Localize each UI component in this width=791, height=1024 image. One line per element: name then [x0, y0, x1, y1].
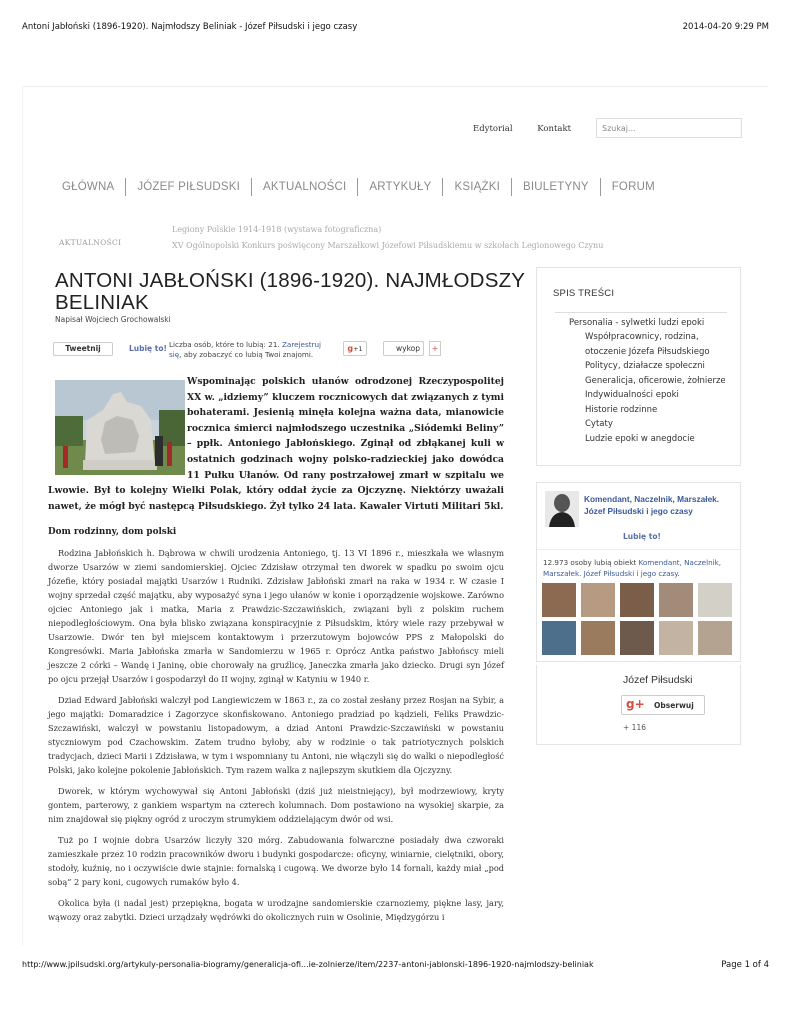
toc-item[interactable]: Politycy, działacze społeczni	[585, 361, 705, 371]
facebook-like-count	[169, 340, 329, 360]
like-count-text: Liczba osób, które to lubią: 21.	[169, 340, 280, 349]
top-links	[473, 124, 593, 134]
nav-jozef-pilsudski[interactable]: JÓZEF PIŁSUDSKI	[137, 181, 241, 193]
main-nav	[62, 178, 666, 196]
fan-avatar[interactable]	[620, 583, 654, 617]
toc-list	[585, 330, 730, 446]
fan-avatar[interactable]	[698, 621, 732, 655]
article-title: ANTONI JABŁOŃSKI (1896-1920). NAJMŁODSZY BELINIAK	[55, 269, 525, 314]
ticker-item[interactable]: XV Ogólnopolski Konkurs poświęcony Marszałkowi Józefowi Piłsudskiemu w szkołach Legionowego Czynu	[172, 241, 604, 250]
google-plus-button[interactable]	[343, 341, 367, 356]
nav-bulletins[interactable]: BIULETYNY	[522, 181, 589, 193]
facebook-like-button[interactable]: Lubię to!	[129, 344, 167, 353]
fan-avatar[interactable]	[581, 621, 615, 655]
toc-item[interactable]: Ludzie epoki w anegdocie	[585, 433, 695, 444]
divider	[537, 549, 740, 550]
article-paragraph: Tuż po I wojnie dobra Usarzów liczyły 320 mórg. Zabudowania folwarczne posiadały dwa czworaki zamieszkałe przez 10 rodzin pracowników dworu i budynki gospodarcze: oficyny, winiarnie, cielętniki, obory, stodoły, kuźnię, no i oczywiście dwie stajnie: fornalską i cugową. We dworze było 14 fornali, każdy miał „pod sobą” 2 pary koni, cugowych rumaków było 4.	[48, 835, 504, 888]
google-plus-page-name[interactable]: Józef Piłsudski	[623, 674, 693, 686]
print-title: Antoni Jabłoński (1896-1920). Najmłodszy Beliniak - Józef Piłsudski i jego czasy	[22, 22, 358, 32]
toc-item[interactable]: Generalicja, oficerowie, żołnierze	[585, 375, 726, 386]
nav-forum[interactable]: FORUM	[611, 181, 655, 193]
article-paragraph: Okolica była (i nadal jest) przepiękna, bogata w urodzajne sandomierskie czarnoziemy, piękne lasy, jary, wąwozy oraz zabytki. Dzieci urządzały wędrówki do okolicznych ruin w Osolinie, Międzygórzu i	[48, 898, 504, 923]
fan-avatar[interactable]	[542, 583, 576, 617]
news-ticker-label: AKTUALNOŚCI	[59, 238, 122, 247]
follow-label: Obserwuj	[654, 701, 694, 710]
nav-news[interactable]: AKTUALNOŚCI	[263, 181, 347, 193]
like-suffix-text: , aby zobaczyć co lubią Twoi znajomi.	[179, 350, 314, 359]
google-plus-icon: g+	[626, 697, 645, 711]
tweet-button[interactable]: Tweetnij	[53, 342, 113, 356]
toc-root-link[interactable]: Personalia - sylwetki ludzi epoki	[555, 312, 727, 331]
facebook-page-name[interactable]: Komendant, Naczelnik, Marszałek. Józef Piłsudski i jego czasy	[584, 494, 720, 516]
article-paragraph: Dworek, w którym wychowywał się Antoni Jabłoński (dziś już nieistniejący), był modrzewiowy, kryty gontem, parterowy, z gankiem wspartym na czterech kolumnach. Dom postawiono na wysokiej skarpie, za nim znajdował się piękny ogród z uroczym strumykiem oddzielającym dwór od wsi.	[48, 786, 504, 825]
article-lead: Wspominając polskich ułanów odrodzonej Rzeczypospolitej XX w. „idziemy” kluczem rocznicowych dat związanych z tymi bohaterami. Jesienią minęła kolejna ważna data, mianowicie rocznica śmierci najmłodszego uczestnika „Siódemki Beliny” – ppłk. Antoniego Jabłońskiego. Zginął od zbłąkanej kuli w ostatnich godzinach wojny polsko-radzieckiej jako dowódca 11 Pułku Ułanów. Od rany postrzałowej zmarł w szpitalu we Lwowie. Był to kolejny Wielki Polak, który oddał życie za Ojczyznę. Niektórzy uważali nawet, że mógł być następcą Piłsudskiego. Żył tylko 24 lata. Kawaler Virtuti Militari 5kl.	[48, 376, 504, 512]
facebook-page-like-button[interactable]: Lubię to!	[623, 532, 661, 541]
search-input[interactable]: Szukaj...	[596, 118, 742, 138]
register-link[interactable]: Zarejestruj się	[169, 340, 322, 359]
follower-count: + 116	[623, 723, 646, 732]
fan-avatar[interactable]	[659, 583, 693, 617]
fan-page-link[interactable]: Komendant, Naczelnik, Marszałek. Józef Piłsudski i jego czasy	[543, 558, 722, 578]
fan-avatar[interactable]	[659, 621, 693, 655]
toc-item[interactable]: Historie rodzinne	[585, 404, 658, 415]
google-plus-icon: g	[347, 344, 354, 353]
page-avatar[interactable]	[545, 491, 579, 527]
print-url: http://www.jpilsudski.org/artykuly-personalia-biogramy/generalicja-ofi...ie-zolnierze/item/2237-antoni-jablonski-1896-1920-najmlodszy-beliniak	[22, 960, 594, 969]
google-plus-count: +1	[353, 345, 363, 353]
toc-item[interactable]: Współpracownicy, rodzina, otoczenie Józefa Piłsudskiego	[585, 332, 710, 357]
nav-books[interactable]: KSIĄŻKI	[454, 181, 500, 193]
toc-title: SPIS TREŚCI	[553, 288, 615, 299]
contact-link[interactable]: Kontakt	[537, 124, 572, 134]
google-plus-widget	[536, 665, 741, 745]
share-bar	[53, 340, 448, 362]
fan-faces-grid	[542, 583, 732, 655]
wykop-plus-button[interactable]: +	[429, 341, 441, 356]
print-timestamp: 2014-04-20 9:29 PM	[682, 22, 769, 32]
fan-avatar[interactable]	[542, 621, 576, 655]
article-body	[48, 374, 504, 931]
wykop-button[interactable]: wykop	[383, 341, 424, 356]
fan-avatar[interactable]	[698, 583, 732, 617]
portrait-icon	[545, 491, 579, 527]
fan-count-text: 12.973 osoby lubią obiekt	[543, 558, 637, 567]
print-footer	[22, 960, 769, 969]
fan-avatar[interactable]	[620, 621, 654, 655]
print-page-number: Page 1 of 4	[721, 960, 769, 970]
fan-count-end: .	[677, 569, 680, 578]
section-heading: Dom rodzinny, dom polski	[48, 527, 177, 538]
print-header	[22, 22, 769, 32]
table-of-contents	[536, 267, 741, 466]
fan-avatar[interactable]	[581, 583, 615, 617]
follow-button[interactable]	[621, 695, 705, 715]
toc-item[interactable]: Indywidualności epoki	[585, 390, 679, 400]
editorial-link[interactable]: Edytorial	[473, 124, 513, 134]
nav-articles[interactable]: ARTYKUŁY	[369, 181, 432, 193]
article-author: Napisał Wojciech Grochowalski	[55, 315, 171, 324]
article-paragraph: Rodzina Jabłońskich h. Dąbrowa w chwili urodzenia Antoniego, tj. 13 VI 1896 r., mieszkała we własnym dworze Usarzów w ziemi sandomierskiej. Ojciec Zdzisław otrzymał ten dworek w spadku po swoim ojcu Józefie, który posiadał majątki Usarzów i Rudniki. Zdzisław Jabłoński zmarł na raka w 1934 r. W czasie I wojny sprzedał część majątku, aby wyposażyć syna i jego ułanów w konie i oporządzenie wojskowe. Zarówno ojciec Antoniego jak i matka, Maria z Prawdzic-Szczawińskich, związani byli z polskim ruchem niepodległościowym. Ona była blisko związana konspiracyjnie z Piłsudskim, który wiele razy przebywał w Usarzowie. Dwór ten był miejscem kontaktowym i przerzutowym bojowców PPS z Małopolski do Kongresówki. Maria Jabłońska zmarła w Sandomierzu w 1965 r. Oprócz Antka państwo Jabłońscy mieli jeszcze 2 córki – Wandę i Janinę, obie chorowały na gruźlicę, Janeczka zmarła jako dziecko. Drugi syn Józef po ojcu przejął Usarzów i gospodarzył do II wojny, zginął w Katyniu w 1940 r.	[48, 548, 504, 685]
nav-home[interactable]: GŁÓWNA	[62, 181, 115, 193]
article-paragraph: Dziad Edward Jabłoński walczył pod Langiewiczem w 1863 r., za co został zesłany przez Rosjan na Sybir, a jego majątki: Domaradzice i Zagorzyce skonfiskowano. Antoniego pradziad po kądzieli, Feliks Prawdzic-Szczawiński, walczył w powstaniu listopadowym, a dziad Antoni Prawdzic-Szczawiński w powstaniu styczniowym pod Czachowskim. Zatem trudno byłoby, aby w rodzinie o tak patriotycznych polskich tradycjach, dzieci Marii i Zdzisława, w tym i wspomniany tu Antoni, nie włączyli się do walki o niepodległość Polski, jako kolejne pokolenie Jabłońskich. Tym razem walka z najlepszym skutkiem dla Ojczyzny.	[48, 695, 504, 776]
facebook-fan-count	[543, 557, 738, 579]
toc-item[interactable]: Cytaty	[585, 419, 613, 429]
ticker-item[interactable]: Legiony Polskie 1914-1918 (wystawa fotograficzna)	[172, 225, 382, 234]
news-ticker	[172, 222, 612, 252]
facebook-page-widget	[536, 482, 741, 662]
